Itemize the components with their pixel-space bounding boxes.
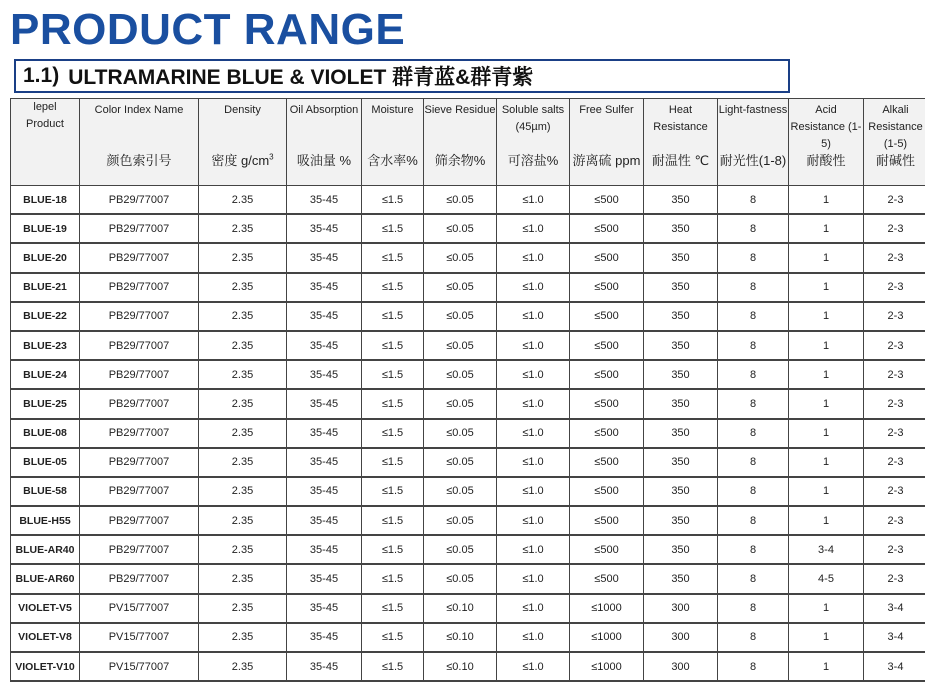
- cell-moisture: ≤1.5: [362, 186, 424, 215]
- header-moisture-cn: 含水率%: [362, 150, 423, 169]
- cell-soluble-salts: ≤1.0: [497, 564, 570, 593]
- cell-sieve-residue: ≤0.05: [424, 243, 497, 272]
- section-number: 1.1): [23, 64, 59, 88]
- cell-alkali-resistance: 2-3: [864, 331, 925, 360]
- cell-sieve-residue: ≤0.10: [424, 652, 497, 681]
- cell-heat-resistance: 350: [644, 273, 718, 302]
- cell-lightfastness: 8: [718, 564, 789, 593]
- cell-alkali-resistance: 2-3: [864, 214, 925, 243]
- cell-acid-resistance: 1: [789, 186, 864, 215]
- cell-lightfastness: 8: [718, 273, 789, 302]
- cell-alkali-resistance: 2-3: [864, 535, 925, 564]
- cell-product: BLUE-AR40: [11, 535, 80, 564]
- cell-sieve-residue: ≤0.05: [424, 360, 497, 389]
- cell-product: VIOLET-V5: [11, 594, 80, 623]
- header-oil: [287, 99, 362, 186]
- cell-lightfastness: 8: [718, 594, 789, 623]
- cell-color-index: PB29/77007: [80, 214, 199, 243]
- table-row: [11, 331, 925, 360]
- header-alkali-en: Alkali Resistance (1-5): [864, 99, 925, 153]
- cell-sieve-residue: ≤0.10: [424, 623, 497, 652]
- cell-soluble-salts: ≤1.0: [497, 214, 570, 243]
- cell-lightfastness: 8: [718, 360, 789, 389]
- table-row: [11, 448, 925, 477]
- cell-soluble-salts: ≤1.0: [497, 360, 570, 389]
- cell-soluble-salts: ≤1.0: [497, 506, 570, 535]
- cell-moisture: ≤1.5: [362, 477, 424, 506]
- header-acid-cn: 耐酸性: [789, 150, 863, 169]
- table-row: [11, 594, 925, 623]
- cell-heat-resistance: 350: [644, 360, 718, 389]
- cell-lightfastness: 8: [718, 448, 789, 477]
- cell-sieve-residue: ≤0.05: [424, 331, 497, 360]
- cell-free-sulfer: ≤1000: [570, 594, 644, 623]
- section-title: ULTRAMARINE BLUE & VIOLET 群青蓝&群青紫: [68, 61, 533, 91]
- cell-moisture: ≤1.5: [362, 652, 424, 681]
- cell-soluble-salts: ≤1.0: [497, 186, 570, 215]
- cell-product: VIOLET-V8: [11, 623, 80, 652]
- cell-heat-resistance: 350: [644, 243, 718, 272]
- cell-heat-resistance: 350: [644, 535, 718, 564]
- cell-moisture: ≤1.5: [362, 243, 424, 272]
- cell-heat-resistance: 350: [644, 302, 718, 331]
- product-spec-table: [10, 98, 925, 682]
- cell-density: 2.35: [199, 273, 287, 302]
- cell-sieve-residue: ≤0.05: [424, 186, 497, 215]
- cell-moisture: ≤1.5: [362, 623, 424, 652]
- header-oil-cn: 吸油量 %: [287, 150, 361, 169]
- cell-density: 2.35: [199, 360, 287, 389]
- cell-sieve-residue: ≤0.05: [424, 214, 497, 243]
- cell-oil-absorption: 35-45: [287, 302, 362, 331]
- cell-density: 2.35: [199, 623, 287, 652]
- cell-free-sulfer: ≤1000: [570, 623, 644, 652]
- cell-free-sulfer: ≤500: [570, 186, 644, 215]
- cell-alkali-resistance: 2-3: [864, 302, 925, 331]
- cell-free-sulfer: ≤500: [570, 214, 644, 243]
- table-row: [11, 243, 925, 272]
- cell-free-sulfer: ≤500: [570, 331, 644, 360]
- cell-heat-resistance: 300: [644, 623, 718, 652]
- cell-free-sulfer: ≤500: [570, 477, 644, 506]
- header-density: [199, 99, 287, 186]
- cell-density: 2.35: [199, 302, 287, 331]
- cell-free-sulfer: ≤500: [570, 564, 644, 593]
- cell-soluble-salts: ≤1.0: [497, 477, 570, 506]
- header-heat-en: Heat Resistance: [644, 99, 717, 136]
- cell-product: BLUE-21: [11, 273, 80, 302]
- cell-free-sulfer: ≤500: [570, 302, 644, 331]
- cell-soluble-salts: ≤1.0: [497, 448, 570, 477]
- header-heat: [644, 99, 718, 186]
- cell-heat-resistance: 350: [644, 564, 718, 593]
- cell-acid-resistance: 1: [789, 214, 864, 243]
- header-soluble: [497, 99, 570, 186]
- cell-acid-resistance: 1: [789, 302, 864, 331]
- cell-oil-absorption: 35-45: [287, 243, 362, 272]
- header-acid-en: Acid Resistance (1-5): [789, 99, 863, 153]
- cell-acid-resistance: 1: [789, 243, 864, 272]
- table-row: [11, 623, 925, 652]
- cell-alkali-resistance: 2-3: [864, 273, 925, 302]
- cell-sieve-residue: ≤0.05: [424, 477, 497, 506]
- cell-density: 2.35: [199, 477, 287, 506]
- header-product: [11, 99, 80, 186]
- cell-alkali-resistance: 3-4: [864, 652, 925, 681]
- section-heading: [14, 59, 790, 93]
- header-sieve: [424, 99, 497, 186]
- cell-lightfastness: 8: [718, 419, 789, 448]
- cell-heat-resistance: 300: [644, 594, 718, 623]
- cell-free-sulfer: ≤500: [570, 448, 644, 477]
- header-sieve-en: Sieve Residue: [424, 99, 496, 119]
- cell-density: 2.35: [199, 564, 287, 593]
- cell-alkali-resistance: 2-3: [864, 419, 925, 448]
- cell-color-index: PV15/77007: [80, 652, 199, 681]
- cell-moisture: ≤1.5: [362, 594, 424, 623]
- cell-sieve-residue: ≤0.05: [424, 389, 497, 418]
- cell-free-sulfer: ≤500: [570, 419, 644, 448]
- cell-free-sulfer: ≤500: [570, 360, 644, 389]
- cell-oil-absorption: 35-45: [287, 535, 362, 564]
- cell-soluble-salts: ≤1.0: [497, 302, 570, 331]
- cell-lightfastness: 8: [718, 623, 789, 652]
- cell-oil-absorption: 35-45: [287, 594, 362, 623]
- cell-oil-absorption: 35-45: [287, 273, 362, 302]
- cell-moisture: ≤1.5: [362, 273, 424, 302]
- cell-soluble-salts: ≤1.0: [497, 273, 570, 302]
- cell-alkali-resistance: 3-4: [864, 594, 925, 623]
- cell-heat-resistance: 350: [644, 419, 718, 448]
- cell-oil-absorption: 35-45: [287, 360, 362, 389]
- cell-color-index: PB29/77007: [80, 477, 199, 506]
- header-heat-cn: 耐温性 ℃: [644, 150, 717, 169]
- cell-heat-resistance: 350: [644, 331, 718, 360]
- cell-alkali-resistance: 2-3: [864, 477, 925, 506]
- cell-acid-resistance: 1: [789, 331, 864, 360]
- cell-lightfastness: 8: [718, 506, 789, 535]
- table-row: [11, 477, 925, 506]
- table-row: [11, 652, 925, 681]
- table-header-row: [11, 99, 925, 186]
- cell-density: 2.35: [199, 594, 287, 623]
- header-product-line2: Product: [11, 116, 79, 133]
- cell-alkali-resistance: 2-3: [864, 506, 925, 535]
- cell-product: BLUE-24: [11, 360, 80, 389]
- cell-heat-resistance: 350: [644, 477, 718, 506]
- cell-soluble-salts: ≤1.0: [497, 535, 570, 564]
- cell-alkali-resistance: 2-3: [864, 243, 925, 272]
- page-title: PRODUCT RANGE: [10, 4, 405, 56]
- cell-color-index: PB29/77007: [80, 186, 199, 215]
- cell-acid-resistance: 1: [789, 389, 864, 418]
- cell-density: 2.35: [199, 448, 287, 477]
- cell-product: BLUE-22: [11, 302, 80, 331]
- cell-sieve-residue: ≤0.05: [424, 535, 497, 564]
- cell-sieve-residue: ≤0.05: [424, 302, 497, 331]
- header-density-en: Density: [199, 99, 286, 119]
- table-row: [11, 360, 925, 389]
- header-light-cn: 耐光性(1-8): [718, 150, 788, 169]
- cell-product: BLUE-08: [11, 419, 80, 448]
- cell-color-index: PB29/77007: [80, 243, 199, 272]
- cell-acid-resistance: 3-4: [789, 535, 864, 564]
- cell-density: 2.35: [199, 243, 287, 272]
- cell-acid-resistance: 4-5: [789, 564, 864, 593]
- cell-moisture: ≤1.5: [362, 360, 424, 389]
- cell-color-index: PB29/77007: [80, 506, 199, 535]
- cell-color-index: PB29/77007: [80, 331, 199, 360]
- header-sulfer-cn: 游离硫 ppm: [570, 150, 643, 169]
- cell-free-sulfer: ≤1000: [570, 652, 644, 681]
- cell-alkali-resistance: 2-3: [864, 564, 925, 593]
- cell-moisture: ≤1.5: [362, 302, 424, 331]
- header-alkali: [864, 99, 925, 186]
- cell-lightfastness: 8: [718, 243, 789, 272]
- table-row: [11, 214, 925, 243]
- cell-oil-absorption: 35-45: [287, 186, 362, 215]
- cell-free-sulfer: ≤500: [570, 243, 644, 272]
- cell-acid-resistance: 1: [789, 273, 864, 302]
- cell-product: BLUE-25: [11, 389, 80, 418]
- cell-acid-resistance: 1: [789, 623, 864, 652]
- cell-moisture: ≤1.5: [362, 564, 424, 593]
- header-moisture-en: Moisture: [362, 99, 423, 119]
- cell-color-index: PB29/77007: [80, 535, 199, 564]
- cell-lightfastness: 8: [718, 389, 789, 418]
- cell-oil-absorption: 35-45: [287, 419, 362, 448]
- cell-color-index: PV15/77007: [80, 594, 199, 623]
- header-alkali-cn: 耐碱性: [864, 150, 925, 169]
- cell-acid-resistance: 1: [789, 477, 864, 506]
- table-row: [11, 389, 925, 418]
- cell-alkali-resistance: 3-4: [864, 623, 925, 652]
- cell-sieve-residue: ≤0.10: [424, 594, 497, 623]
- cell-moisture: ≤1.5: [362, 535, 424, 564]
- cell-product: VIOLET-V10: [11, 652, 80, 681]
- header-product-line1: lepel: [11, 99, 79, 116]
- header-soluble-en: Soluble salts (45µm): [497, 99, 569, 136]
- table-row: [11, 302, 925, 331]
- cell-color-index: PB29/77007: [80, 564, 199, 593]
- cell-acid-resistance: 1: [789, 360, 864, 389]
- cell-product: BLUE-19: [11, 214, 80, 243]
- cell-alkali-resistance: 2-3: [864, 389, 925, 418]
- cell-lightfastness: 8: [718, 302, 789, 331]
- table-body: [11, 186, 925, 682]
- header-color-index: [80, 99, 199, 186]
- cell-acid-resistance: 1: [789, 652, 864, 681]
- cell-soluble-salts: ≤1.0: [497, 594, 570, 623]
- cell-density: 2.35: [199, 389, 287, 418]
- cell-density: 2.35: [199, 214, 287, 243]
- cell-acid-resistance: 1: [789, 419, 864, 448]
- header-density-cn: [199, 150, 286, 169]
- cell-acid-resistance: 1: [789, 594, 864, 623]
- cell-soluble-salts: ≤1.0: [497, 419, 570, 448]
- cell-heat-resistance: 350: [644, 448, 718, 477]
- cell-lightfastness: 8: [718, 214, 789, 243]
- cell-color-index: PB29/77007: [80, 389, 199, 418]
- cell-color-index: PB29/77007: [80, 302, 199, 331]
- cell-moisture: ≤1.5: [362, 448, 424, 477]
- cell-free-sulfer: ≤500: [570, 506, 644, 535]
- cell-color-index: PB29/77007: [80, 419, 199, 448]
- header-density-sup: 3: [269, 153, 273, 162]
- cell-moisture: ≤1.5: [362, 389, 424, 418]
- cell-moisture: ≤1.5: [362, 214, 424, 243]
- cell-sieve-residue: ≤0.05: [424, 273, 497, 302]
- cell-density: 2.35: [199, 419, 287, 448]
- cell-oil-absorption: 35-45: [287, 448, 362, 477]
- cell-oil-absorption: 35-45: [287, 623, 362, 652]
- cell-acid-resistance: 1: [789, 506, 864, 535]
- cell-oil-absorption: 35-45: [287, 389, 362, 418]
- cell-soluble-salts: ≤1.0: [497, 243, 570, 272]
- cell-sieve-residue: ≤0.05: [424, 564, 497, 593]
- cell-sieve-residue: ≤0.05: [424, 448, 497, 477]
- table-row: [11, 535, 925, 564]
- cell-heat-resistance: 350: [644, 214, 718, 243]
- cell-sieve-residue: ≤0.05: [424, 419, 497, 448]
- cell-free-sulfer: ≤500: [570, 273, 644, 302]
- header-color-index-en: Color Index Name: [80, 99, 198, 119]
- cell-product: BLUE-AR60: [11, 564, 80, 593]
- cell-heat-resistance: 300: [644, 652, 718, 681]
- cell-density: 2.35: [199, 331, 287, 360]
- cell-lightfastness: 8: [718, 535, 789, 564]
- cell-heat-resistance: 350: [644, 186, 718, 215]
- cell-oil-absorption: 35-45: [287, 506, 362, 535]
- cell-color-index: PB29/77007: [80, 360, 199, 389]
- cell-product: BLUE-58: [11, 477, 80, 506]
- cell-soluble-salts: ≤1.0: [497, 389, 570, 418]
- cell-oil-absorption: 35-45: [287, 331, 362, 360]
- table-row: [11, 564, 925, 593]
- cell-moisture: ≤1.5: [362, 506, 424, 535]
- header-density-cn-text: 密度 g/cm: [211, 153, 269, 168]
- cell-product: BLUE-18: [11, 186, 80, 215]
- cell-product: BLUE-05: [11, 448, 80, 477]
- cell-acid-resistance: 1: [789, 448, 864, 477]
- table-row: [11, 273, 925, 302]
- cell-oil-absorption: 35-45: [287, 477, 362, 506]
- cell-free-sulfer: ≤500: [570, 535, 644, 564]
- cell-lightfastness: 8: [718, 331, 789, 360]
- cell-oil-absorption: 35-45: [287, 214, 362, 243]
- cell-moisture: ≤1.5: [362, 419, 424, 448]
- cell-density: 2.35: [199, 186, 287, 215]
- cell-product: BLUE-20: [11, 243, 80, 272]
- cell-soluble-salts: ≤1.0: [497, 652, 570, 681]
- header-moisture: [362, 99, 424, 186]
- cell-lightfastness: 8: [718, 652, 789, 681]
- cell-product: BLUE-23: [11, 331, 80, 360]
- cell-density: 2.35: [199, 652, 287, 681]
- cell-soluble-salts: ≤1.0: [497, 623, 570, 652]
- table-row: [11, 186, 925, 215]
- cell-heat-resistance: 350: [644, 389, 718, 418]
- cell-soluble-salts: ≤1.0: [497, 331, 570, 360]
- cell-oil-absorption: 35-45: [287, 652, 362, 681]
- cell-density: 2.35: [199, 535, 287, 564]
- cell-sieve-residue: ≤0.05: [424, 506, 497, 535]
- cell-oil-absorption: 35-45: [287, 564, 362, 593]
- cell-alkali-resistance: 2-3: [864, 186, 925, 215]
- table-row: [11, 506, 925, 535]
- cell-moisture: ≤1.5: [362, 331, 424, 360]
- cell-density: 2.35: [199, 506, 287, 535]
- header-light-en: Light-fastness: [718, 99, 788, 119]
- header-sulfer-en: Free Sulfer: [570, 99, 643, 119]
- cell-product: BLUE-H55: [11, 506, 80, 535]
- cell-color-index: PV15/77007: [80, 623, 199, 652]
- header-sieve-cn: 筛余物%: [424, 150, 496, 169]
- cell-color-index: PB29/77007: [80, 273, 199, 302]
- header-soluble-cn: 可溶盐%: [497, 150, 569, 169]
- header-color-index-cn: 颜色索引号: [80, 150, 198, 169]
- cell-alkali-resistance: 2-3: [864, 360, 925, 389]
- header-oil-en: Oil Absorption: [287, 99, 361, 119]
- cell-lightfastness: 8: [718, 186, 789, 215]
- cell-lightfastness: 8: [718, 477, 789, 506]
- cell-free-sulfer: ≤500: [570, 389, 644, 418]
- cell-alkali-resistance: 2-3: [864, 448, 925, 477]
- header-light: [718, 99, 789, 186]
- table-row: [11, 419, 925, 448]
- header-acid: [789, 99, 864, 186]
- cell-color-index: PB29/77007: [80, 448, 199, 477]
- header-sulfer: [570, 99, 644, 186]
- cell-heat-resistance: 350: [644, 506, 718, 535]
